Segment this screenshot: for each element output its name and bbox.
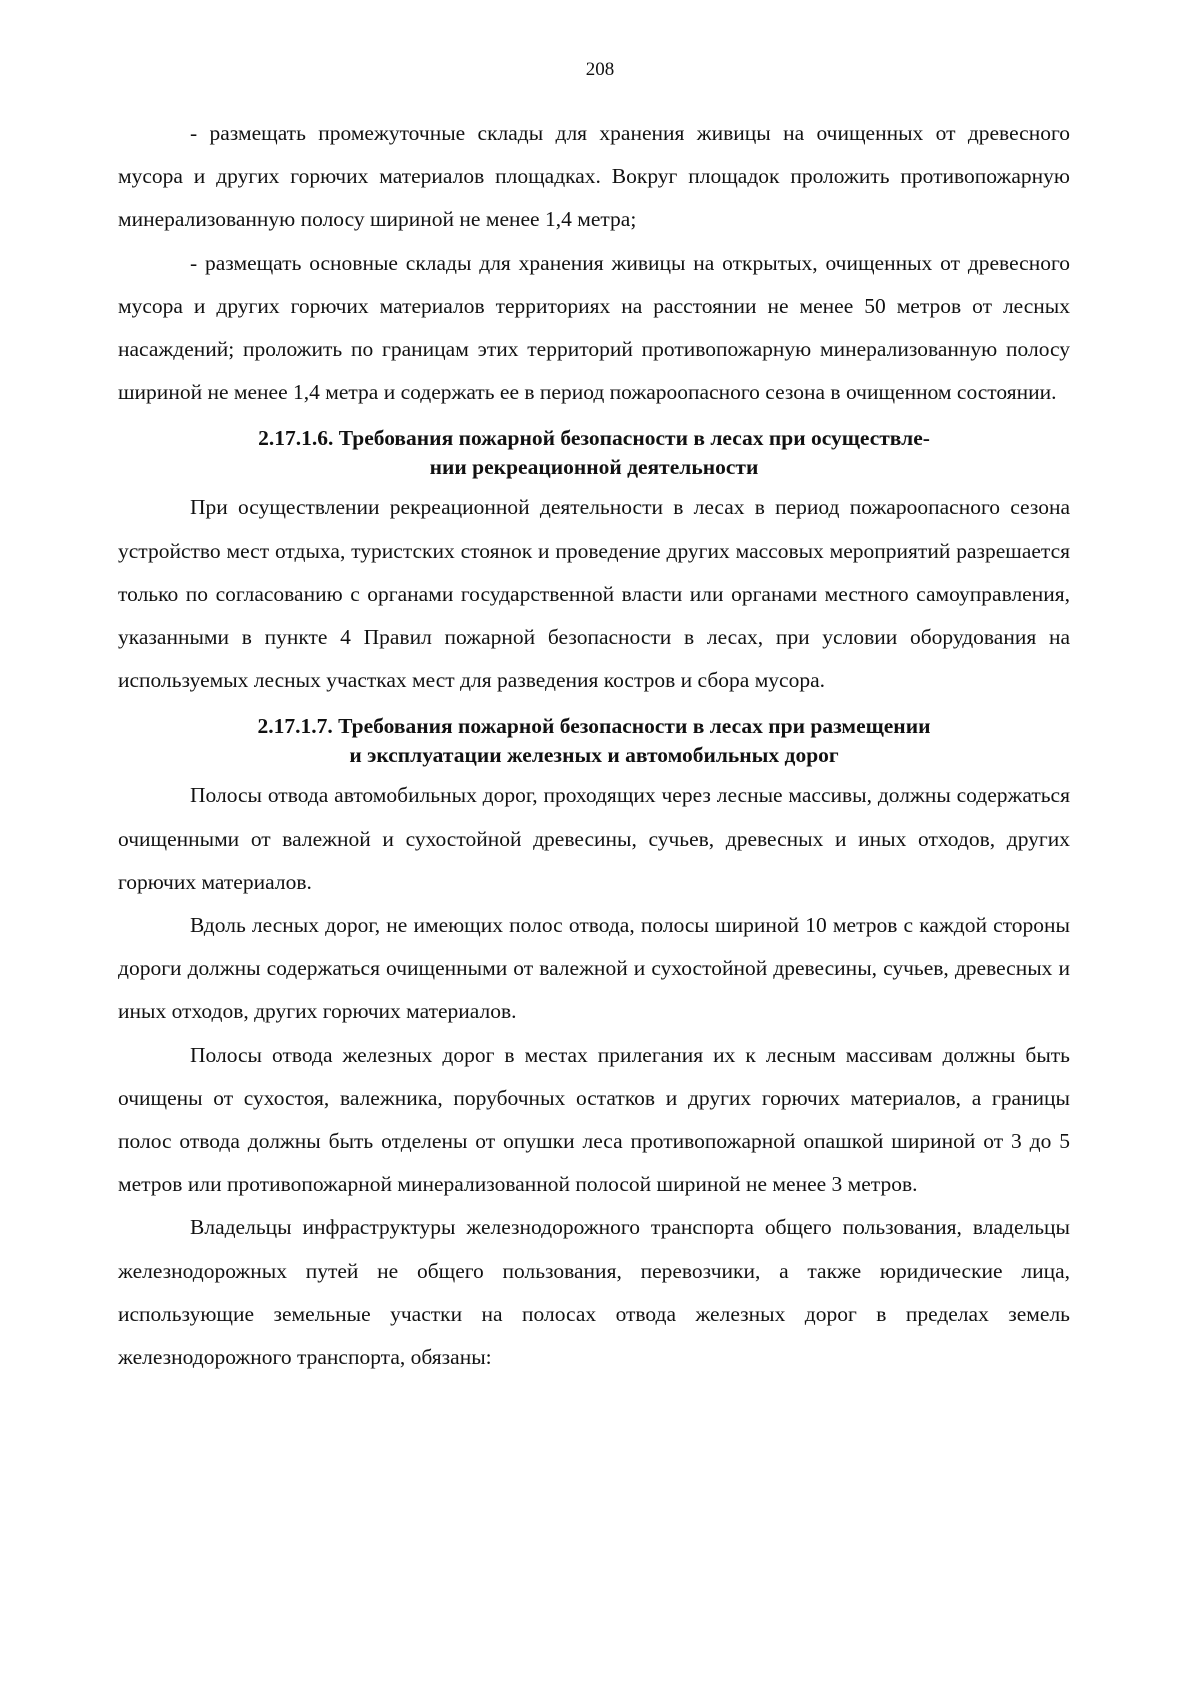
page-number: 208 [585, 59, 615, 80]
paragraph-main-warehouses: - размещать основные склады для хранения живицы на открытых, очищенных от древесного мусора и других горючих материалов территориях на расстоянии не менее 50 метров от лесных насаждений; проложить по границам этих территорий противопожарную минерализованную полосу шириной не менее 1,4 метра и содержать ее в период пожароопасного сезона в очищенном состоянии. [118, 250, 1070, 405]
paragraph-recreational-activity: При осуществлении рекреационной деятельности в лесах в период пожароопасного сезона устройство мест отдыха, туристских стоянок и проведение других массовых мероприятий разрешается только по согласованию с органами государственной власти или органами местного самоуправления, указанными в пункте 4 Правил пожарной безопасности в лесах, при условии оборудования на используемых лесных участках мест для разведения костров и сбора мусора. [118, 495, 1070, 693]
heading-line: 2.17.1.7. Требования пожарной безопасности в лесах при размещении [257, 714, 931, 739]
heading-line: нии рекреационной деятельности [429, 455, 759, 480]
heading-line: и эксплуатации железных и автомобильных дорог [349, 743, 839, 768]
section-heading-2-17-1-7 [118, 702, 1070, 774]
heading-line: 2.17.1.6. Требования пожарной безопасности в лесах при осуществле- [258, 426, 930, 451]
paragraph-road-strips: Полосы отвода автомобильных дорог, проходящих через лесные массивы, должны содержаться очищенными от валежной и сухостойной древесины, сучьев, древесных и иных отходов, других горючих материалов. [118, 783, 1070, 894]
paragraph-forest-roads: Вдоль лесных дорог, не имеющих полос отвода, полосы шириной 10 метров с каждой стороны дороги должны содержаться очищенными от валежной и сухостойной древесины, сучьев, древесных и иных отходов, других горючих материалов. [118, 913, 1070, 1024]
paragraph-railway-owners: Владельцы инфраструктуры железнодорожного транспорта общего пользования, владельцы железнодорожных путей не общего пользования, перевозчики, а также юридические лица, использующие земельные участки на полосах отвода железных дорог в пределах земель железнодорожного транспорта, обязаны: [118, 1215, 1070, 1370]
section-heading-2-17-1-6 [118, 414, 1070, 486]
paragraph-railway-strips: Полосы отвода железных дорог в местах прилегания их к лесным массивам должны быть очищены от сухостоя, валежника, порубочных остатков и других горючих материалов, а границы полос отвода должны быть отделены от опушки леса противопожарной опашкой шириной от 3 до 5 метров или противопожарной минерализованной полосой шириной не менее 3 метров. [118, 1042, 1070, 1197]
paragraph-intermediate-warehouses: - размещать промежуточные склады для хранения живицы на очищенных от древесного мусора и других горючих материалов площадках. Вокруг площадок проложить противопожарную минерализованную полосу шириной не менее 1,4 метра; [118, 121, 1070, 232]
document-body [118, 112, 1070, 1379]
